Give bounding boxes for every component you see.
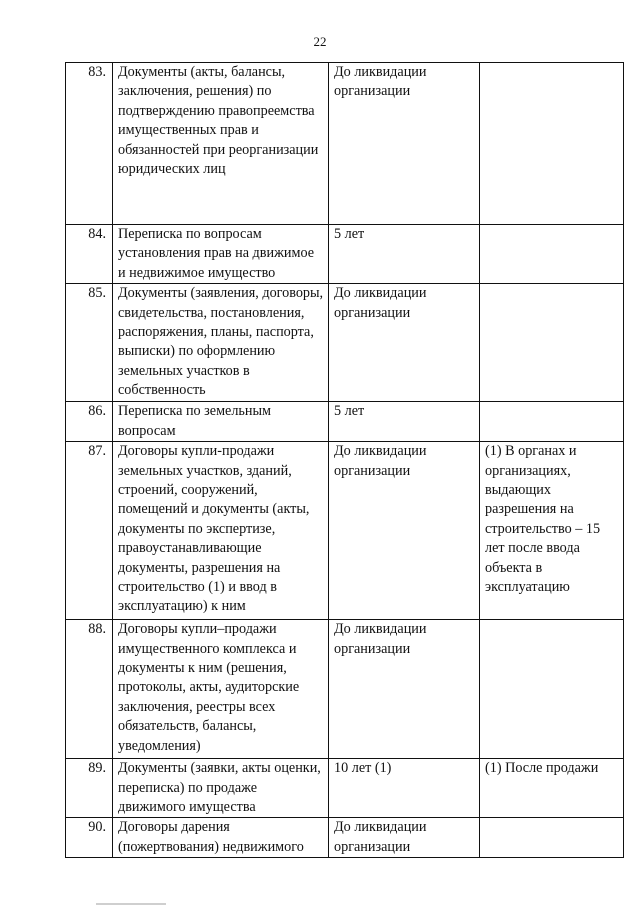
- row-note: (1) В органах и организациях, выдающих разрешения на строительство – 15 лет после ввода объекта в эксплуатацию: [480, 442, 624, 620]
- retention-term: До ликвидации организации: [329, 284, 480, 402]
- row-note: (1) После продажи: [480, 759, 624, 818]
- row-note: [480, 225, 624, 284]
- retention-table: [65, 62, 624, 858]
- row-note: [480, 63, 624, 225]
- document-title: Переписка по земельным вопросам: [113, 402, 329, 442]
- document-title: Договоры купли–продажи имущественного комплекса и документы к ним (решения, протоколы, акты, аудиторские заключения, реестры всех обязательств, балансы, уведомления): [113, 620, 329, 759]
- table-row: [66, 225, 624, 284]
- table-row: [66, 63, 624, 225]
- row-number: 85.: [66, 284, 113, 402]
- row-number: 88.: [66, 620, 113, 759]
- row-number: 86.: [66, 402, 113, 442]
- row-note: [480, 284, 624, 402]
- table-row: [66, 402, 624, 442]
- row-note: [480, 402, 624, 442]
- row-number: 90.: [66, 818, 113, 858]
- row-number: 83.: [66, 63, 113, 225]
- table-row: [66, 818, 624, 858]
- document-title: Документы (заявки, акты оценки, переписка) по продаже движимого имущества: [113, 759, 329, 818]
- retention-term: 10 лет (1): [329, 759, 480, 818]
- retention-term: До ликвидации организации: [329, 63, 480, 225]
- table-row: [66, 442, 624, 620]
- document-title: Документы (акты, балансы, заключения, решения) по подтверждению правопреемства имущественных прав и обязанностей при реорганизации юридических лиц: [113, 63, 329, 225]
- row-number: 89.: [66, 759, 113, 818]
- retention-term: 5 лет: [329, 402, 480, 442]
- retention-term: До ликвидации организации: [329, 442, 480, 620]
- document-title: Документы (заявления, договоры, свидетельства, постановления, распоряжения, планы, паспорта, выписки) по оформлению земельных участков в собственность: [113, 284, 329, 402]
- retention-term: До ликвидации организации: [329, 818, 480, 858]
- table-row: [66, 620, 624, 759]
- retention-term: До ликвидации организации: [329, 620, 480, 759]
- document-title: Договоры купли-продажи земельных участков, зданий, строений, сооружений, помещений и документы (акты, документы по экспертизе, правоустанавливающие документы, разрешения на строительство (1) и ввод в эксплуатацию) к ним: [113, 442, 329, 620]
- table-row: [66, 284, 624, 402]
- row-note: [480, 620, 624, 759]
- table-row: [66, 759, 624, 818]
- retention-term: 5 лет: [329, 225, 480, 284]
- row-number: 84.: [66, 225, 113, 284]
- document-title: Договоры дарения (пожертвования) недвижимого: [113, 818, 329, 858]
- row-number: 87.: [66, 442, 113, 620]
- row-note: [480, 818, 624, 858]
- page-number: 22: [313, 34, 327, 49]
- document-title: Переписка по вопросам установления прав на движимое и недвижимое имущество: [113, 225, 329, 284]
